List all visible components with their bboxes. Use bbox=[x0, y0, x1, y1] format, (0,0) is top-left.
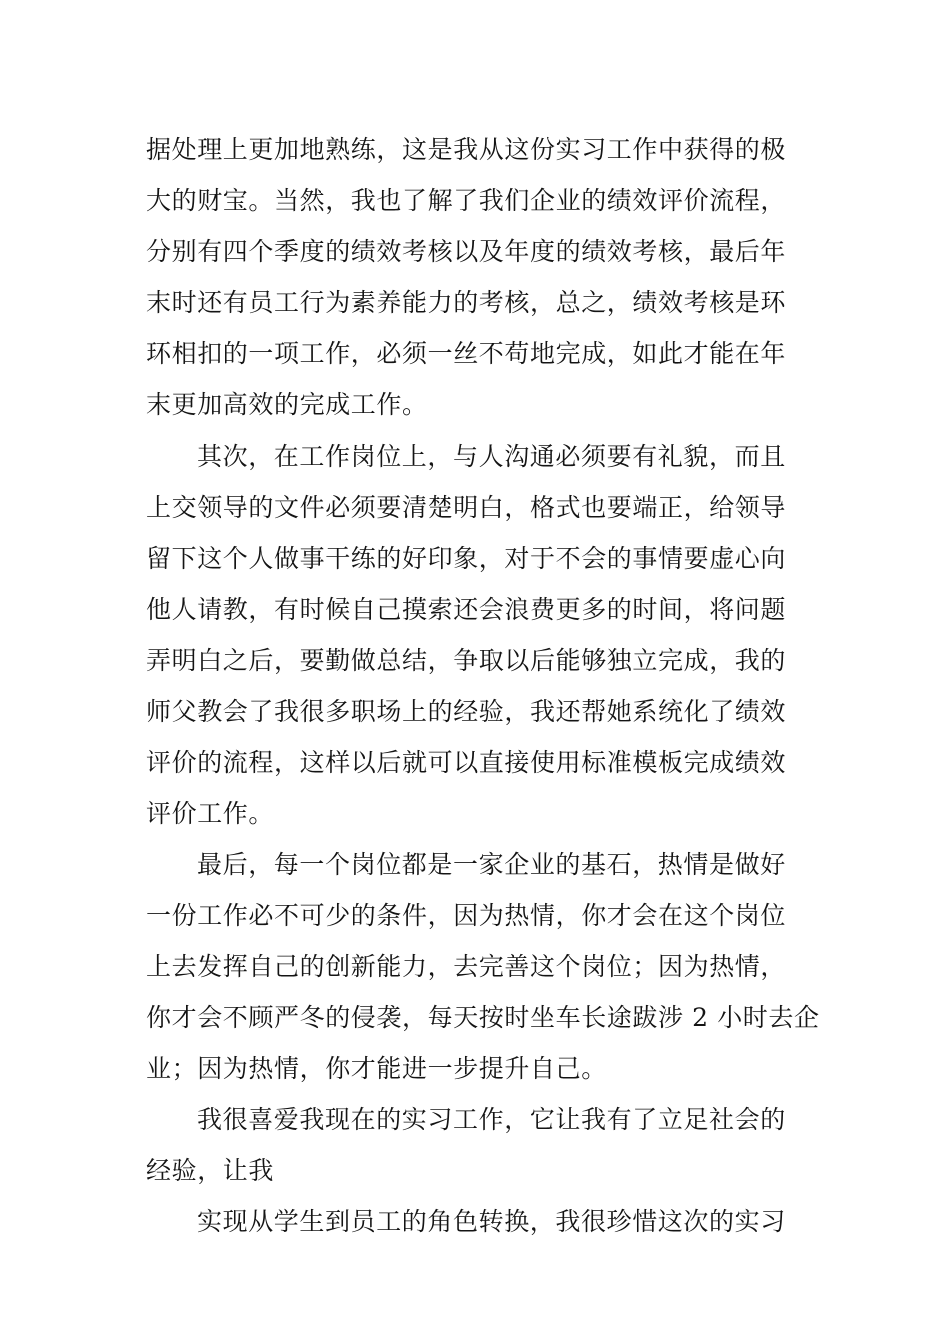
text-line: 分别有四个季度的绩效考核以及年度的绩效考核，最后年 bbox=[146, 237, 787, 266]
text-line: 评价工作。 bbox=[146, 799, 275, 828]
text-line: 师父教会了我很多职场上的经验，我还帮她系统化了绩效 bbox=[146, 697, 787, 726]
text-line: 他人请教，有时候自己摸索还会浪费更多的时间，将问题 bbox=[146, 595, 787, 624]
text-line: 一份工作必不可少的条件，因为热情，你才会在这个岗位 bbox=[146, 901, 787, 930]
text-line: 评价的流程，这样以后就可以直接使用标准模板完成绩效 bbox=[146, 748, 787, 777]
text-line: 上交领导的文件必须要清楚明白，格式也要端正，给领导 bbox=[146, 493, 787, 522]
text-line: 末时还有员工行为素养能力的考核，总之，绩效考核是环 bbox=[146, 288, 787, 317]
text-line: 据处理上更加地熟练，这是我从这份实习工作中获得的极 bbox=[146, 135, 787, 164]
text-line: 大的财宝。当然，我也了解了我们企业的绩效评价流程， bbox=[146, 186, 787, 215]
text-line: 留下这个人做事干练的好印象，对于不会的事情要虚心向 bbox=[146, 544, 787, 573]
paragraph-first-line: 实现从学生到员工的角色转换，我很珍惜这次的实习 bbox=[197, 1207, 786, 1236]
text-line: 环相扣的一项工作，必须一丝不苟地完成，如此才能在年 bbox=[146, 339, 787, 368]
text-line: 末更加高效的完成工作。 bbox=[146, 390, 428, 419]
text-line: 弄明白之后，要勤做总结，争取以后能够独立完成，我的 bbox=[146, 646, 787, 675]
text-line: 你才会不顾严冬的侵袭，每天按时坐车长途跋涉 2 小时去企 bbox=[146, 1003, 820, 1032]
text-line: 上去发挥自己的创新能力，去完善这个岗位；因为热情， bbox=[146, 952, 787, 981]
paragraph-first-line: 最后，每一个岗位都是一家企业的基石，热情是做好 bbox=[197, 850, 786, 879]
paragraph-first-line: 其次，在工作岗位上，与人沟通必须要有礼貌，而且 bbox=[197, 442, 786, 471]
text-line: 经验，让我 bbox=[146, 1156, 275, 1185]
text-line: 业；因为热情，你才能进一步提升自己。 bbox=[146, 1054, 607, 1083]
paragraph-first-line: 我很喜爱我现在的实习工作，它让我有了立足社会的 bbox=[197, 1105, 786, 1134]
